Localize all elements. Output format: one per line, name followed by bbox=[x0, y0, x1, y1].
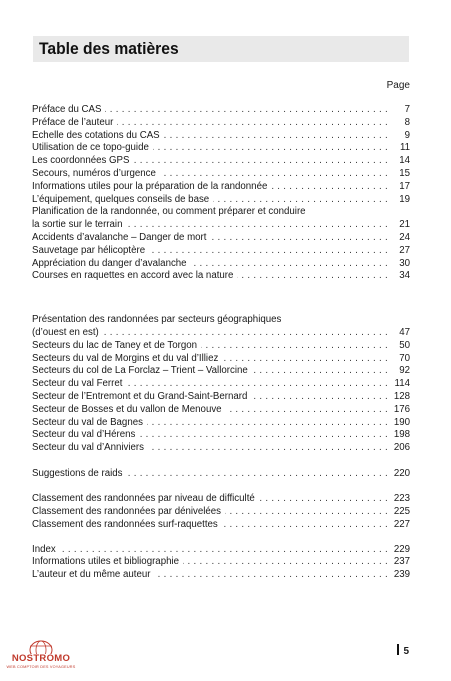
toc-group bbox=[32, 104, 410, 283]
toc-entry bbox=[32, 353, 410, 366]
toc-entry-page: 237 bbox=[391, 556, 410, 569]
toc-entry-page: 19 bbox=[396, 194, 410, 207]
toc-entry-title: la sortie sur le terrain bbox=[32, 219, 126, 232]
toc-entry bbox=[32, 544, 410, 557]
toc-entry-title: Secteur du val d’Anniviers bbox=[32, 442, 148, 455]
toc-entry-page: 114 bbox=[392, 378, 410, 391]
page-title: Table des matières bbox=[39, 39, 179, 58]
toc-entry-title: Secours, numéros d’urgence bbox=[32, 168, 160, 181]
toc-entry-title: Préface du CAS bbox=[32, 104, 105, 117]
toc-entry-title: Planification de la randonnée, ou comment préparer et conduire bbox=[32, 206, 306, 218]
toc-entry-page: 7 bbox=[402, 104, 410, 117]
toc-entry-page: 70 bbox=[396, 353, 410, 366]
toc-entry bbox=[32, 206, 410, 219]
toc-entry bbox=[32, 493, 410, 506]
toc-entry-title: Informations utiles pour la préparation de la randonnée bbox=[32, 181, 271, 194]
toc-entry bbox=[32, 232, 410, 245]
toc-entry-page: 229 bbox=[391, 544, 410, 557]
toc-entry-page: 190 bbox=[391, 417, 410, 430]
toc-entry bbox=[32, 194, 410, 207]
logo-tagline: WEB COMPTOIR DES VOYAGEURS bbox=[6, 665, 76, 669]
page-number-value: 5 bbox=[403, 646, 410, 657]
toc-entry-page: 30 bbox=[396, 258, 410, 271]
toc-entry bbox=[32, 429, 410, 442]
toc-entry-title: Secteur du val Ferret bbox=[32, 378, 126, 391]
toc-entry-page: 206 bbox=[391, 442, 410, 455]
toc-entry-page: 24 bbox=[396, 232, 410, 245]
table-of-contents bbox=[32, 104, 410, 582]
toc-entry-title: Utilisation de ce topo-guide bbox=[32, 142, 153, 155]
toc-entry-page: 47 bbox=[396, 327, 410, 340]
toc-entry-title: Appréciation du danger d’avalanche bbox=[32, 258, 191, 271]
toc-entry bbox=[32, 569, 410, 582]
toc-entry-page: 8 bbox=[402, 117, 410, 130]
toc-entry bbox=[32, 181, 410, 194]
toc-entry-title: Index bbox=[32, 544, 60, 557]
toc-entry-title: Secteurs du col de La Forclaz – Trient – Vallorcine bbox=[32, 365, 252, 378]
toc-entry-page: 225 bbox=[391, 506, 410, 519]
toc-entry bbox=[32, 130, 410, 143]
toc-entry-page: 50 bbox=[396, 340, 410, 353]
toc-entry-title: Secteur de Bosses et du vallon de Menouve bbox=[32, 404, 226, 417]
toc-entry bbox=[32, 219, 410, 232]
toc-entry bbox=[32, 417, 410, 430]
toc-entry-page: 239 bbox=[391, 569, 410, 582]
toc-entry bbox=[32, 314, 410, 327]
toc-entry-page: 128 bbox=[391, 391, 410, 404]
toc-group bbox=[32, 314, 410, 455]
toc-entry bbox=[32, 258, 410, 271]
toc-entry-title: Secteur du val d’Hérens bbox=[32, 429, 139, 442]
toc-entry bbox=[32, 327, 410, 340]
heading-bar bbox=[33, 36, 409, 62]
toc-entry-title: Les coordonnées GPS bbox=[32, 155, 133, 168]
toc-entry-page: 198 bbox=[391, 429, 410, 442]
toc-entry bbox=[32, 270, 410, 283]
toc-entry bbox=[32, 142, 410, 155]
toc-entry-page: 14 bbox=[396, 155, 410, 168]
toc-entry-title: Classement des randonnées par niveau de difficulté bbox=[32, 493, 259, 506]
toc-entry-title: Présentation des randonnées par secteurs géographiques bbox=[32, 314, 282, 326]
toc-entry bbox=[32, 468, 410, 481]
toc-entry-page: 17 bbox=[396, 181, 410, 194]
toc-entry bbox=[32, 104, 410, 117]
toc-entry-title: L’équipement, quelques conseils de base bbox=[32, 194, 213, 207]
toc-entry-title: Préface de l’auteur bbox=[32, 117, 117, 130]
toc-entry bbox=[32, 391, 410, 404]
toc-entry-title: Classement des randonnées surf-raquettes bbox=[32, 519, 222, 532]
page-number-rule bbox=[397, 644, 399, 655]
toc-entry bbox=[32, 556, 410, 569]
toc-entry bbox=[32, 506, 410, 519]
toc-entry bbox=[32, 404, 410, 417]
toc-entry-title: Secteur de l’Entremont et du Grand-Saint-Bernard bbox=[32, 391, 251, 404]
toc-entry-title: Suggestions de raids bbox=[32, 468, 126, 481]
toc-entry-title: L’auteur et du même auteur bbox=[32, 569, 154, 582]
dot-leader bbox=[32, 544, 388, 557]
toc-entry bbox=[32, 365, 410, 378]
toc-entry-page: 223 bbox=[391, 493, 410, 506]
toc-entry-page: 15 bbox=[396, 168, 410, 181]
toc-entry bbox=[32, 519, 410, 532]
toc-entry bbox=[32, 117, 410, 130]
toc-entry bbox=[32, 245, 410, 258]
page-number bbox=[397, 644, 409, 657]
toc-entry-title: (d’ouest en est) bbox=[32, 327, 103, 340]
toc-entry-title: Classement des randonnées par dénivelées bbox=[32, 506, 225, 519]
toc-entry-title: Accidents d’avalanche – Danger de mort bbox=[32, 232, 210, 245]
toc-entry-page: 92 bbox=[396, 365, 410, 378]
toc-entry-page: 220 bbox=[391, 468, 410, 481]
nostromo-logo bbox=[4, 640, 78, 676]
toc-entry-page: 176 bbox=[391, 404, 410, 417]
toc-entry-title: Courses en raquettes en accord avec la nature bbox=[32, 270, 237, 283]
toc-entry-page: 34 bbox=[396, 270, 410, 283]
toc-group bbox=[32, 544, 410, 582]
logo-brand: NOSTROMO bbox=[11, 653, 71, 664]
toc-entry bbox=[32, 378, 410, 391]
toc-entry-page: 9 bbox=[402, 130, 410, 143]
toc-entry-title: Sauvetage par hélicoptère bbox=[32, 245, 149, 258]
toc-entry bbox=[32, 155, 410, 168]
toc-entry-page: 27 bbox=[396, 245, 410, 258]
toc-entry-title: Informations utiles et bibliographie bbox=[32, 556, 183, 569]
toc-entry-page: 11 bbox=[397, 142, 410, 155]
toc-entry-page: 227 bbox=[391, 519, 410, 532]
toc-entry bbox=[32, 442, 410, 455]
toc-entry-title: Secteurs du lac de Taney et de Torgon bbox=[32, 340, 201, 353]
page-column-label: Page bbox=[386, 80, 410, 91]
toc-group bbox=[32, 493, 410, 531]
toc-entry-title: Echelle des cotations du CAS bbox=[32, 130, 164, 143]
toc-entry-title: Secteurs du val de Morgins et du val d’Illiez bbox=[32, 353, 222, 366]
toc-group bbox=[32, 468, 410, 481]
toc-entry-page: 21 bbox=[396, 219, 410, 232]
toc-entry-title: Secteur du val de Bagnes bbox=[32, 417, 147, 430]
globe-icon bbox=[26, 640, 56, 654]
toc-entry bbox=[32, 168, 410, 181]
toc-entry bbox=[32, 340, 410, 353]
